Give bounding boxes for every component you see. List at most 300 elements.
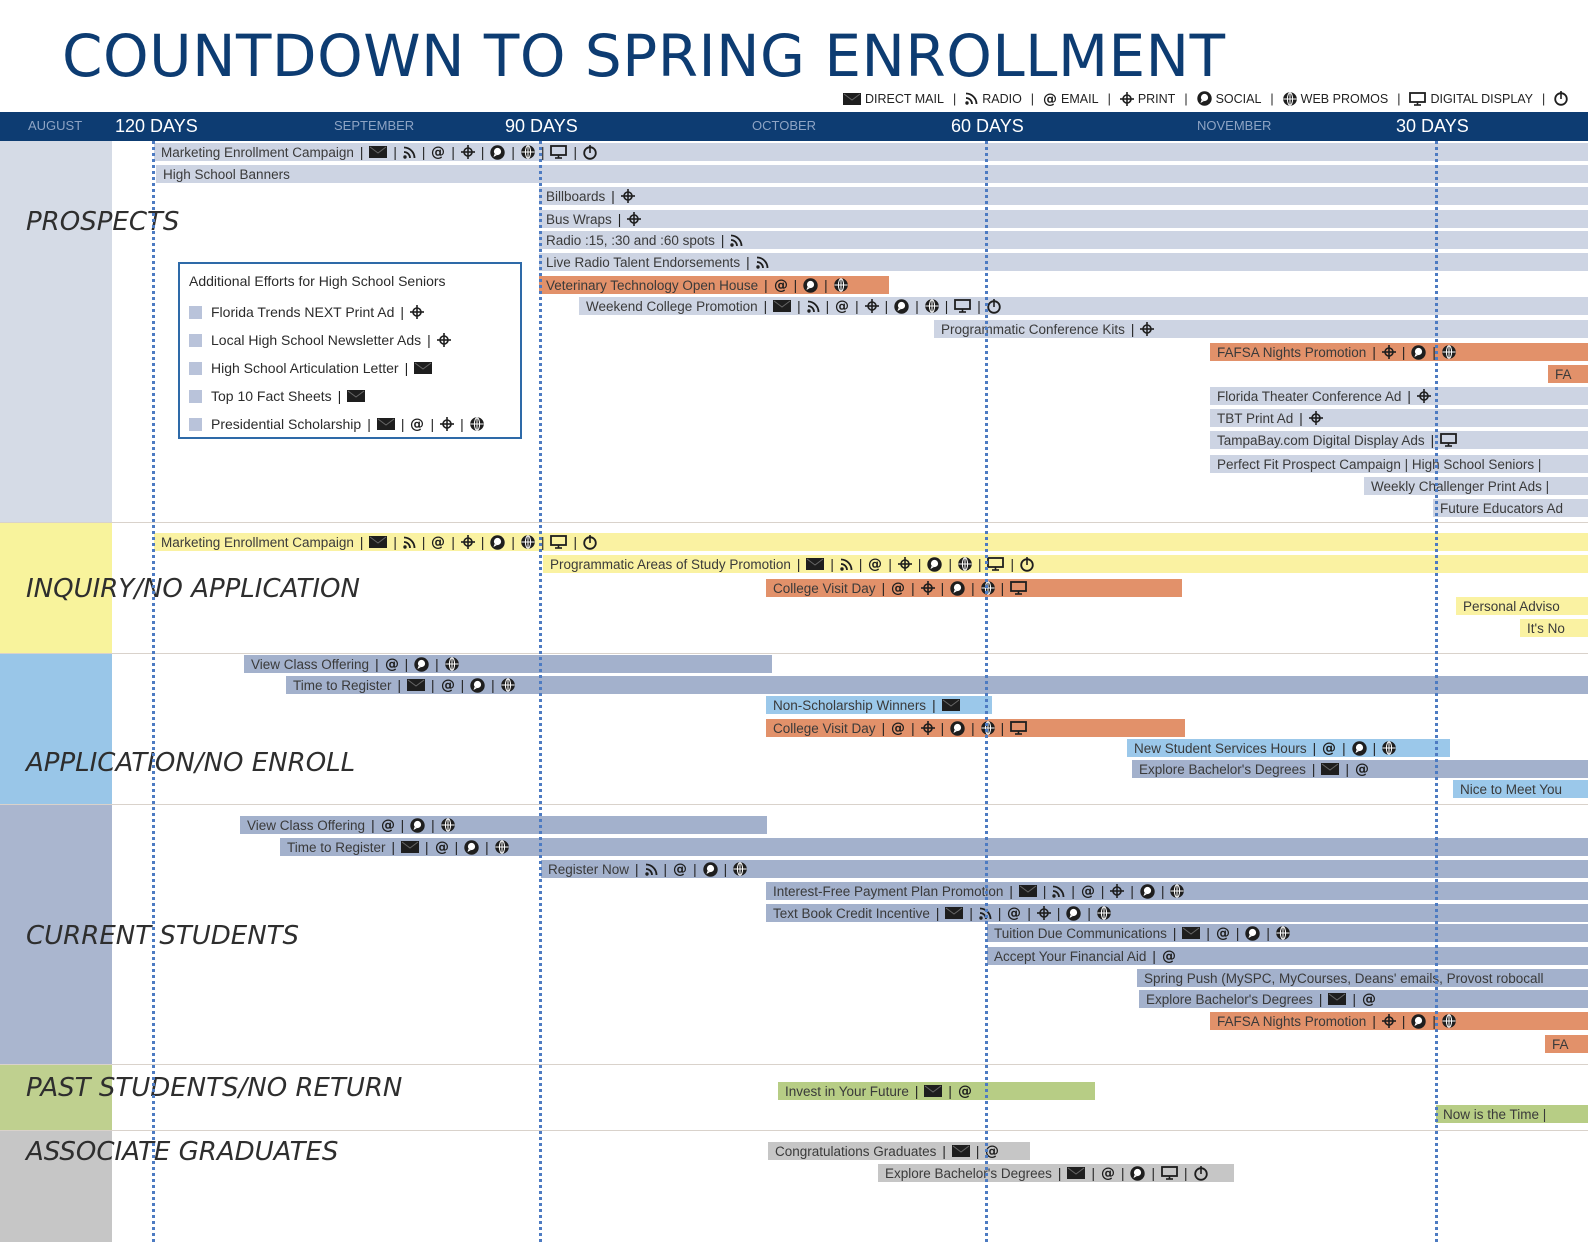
email-icon: [410, 417, 424, 431]
campaign-bar: [766, 696, 992, 714]
section-bg-prospects: [0, 141, 112, 522]
month-october: OCTOBER: [752, 118, 817, 133]
campaign-bar: [1132, 760, 1588, 778]
icon-separator: |: [1183, 1165, 1188, 1181]
campaign-bar: [286, 676, 1588, 694]
icon-separator: |: [1057, 1165, 1062, 1181]
legend-separator: |: [1542, 91, 1546, 106]
mail-icon: [1067, 1167, 1085, 1179]
icon-separator: |: [337, 388, 342, 404]
svg-text:@: @: [1361, 992, 1376, 1006]
campaign-bar: [244, 655, 772, 673]
email-icon: [1216, 926, 1230, 940]
mail-icon: [773, 300, 791, 312]
svg-text:@: @: [380, 818, 395, 832]
campaign-bar: [766, 719, 1185, 737]
icon-separator: |: [375, 656, 379, 672]
legend-separator: |: [1184, 91, 1188, 106]
svg-text:@: @: [868, 557, 883, 571]
campaign-label: Text Book Credit Incentive: [773, 905, 930, 921]
campaign-label: Explore Bachelor's Degrees: [1146, 991, 1313, 1007]
bullet-square: [189, 390, 202, 403]
icon-separator: |: [1432, 1013, 1436, 1029]
globe-icon: [441, 818, 455, 832]
print-icon: [461, 535, 475, 549]
icon-separator: |: [573, 144, 577, 160]
globe-icon: [1442, 345, 1456, 359]
globe-icon: [733, 862, 747, 876]
radio-icon: [645, 863, 658, 876]
icon-separator: |: [1342, 740, 1346, 756]
icon-separator: |: [971, 720, 975, 736]
legend-item: [1197, 91, 1262, 106]
icon-separator: |: [915, 298, 919, 314]
bullet-square: [189, 334, 202, 347]
globe-icon: [958, 557, 972, 571]
print-icon: [1417, 389, 1431, 403]
globe-icon: [470, 417, 484, 431]
email-icon: [381, 818, 395, 832]
icon-separator: |: [1345, 761, 1349, 777]
month-august: AUGUST: [28, 118, 83, 133]
print-icon: [1382, 345, 1396, 359]
campaign-label: Perfect Fit Prospect Campaign | High School Seniors |: [1217, 456, 1542, 472]
campaign-label: View Class Offering: [247, 817, 366, 833]
email-icon: [1101, 1166, 1115, 1180]
email-icon: [1162, 949, 1176, 963]
icon-separator: |: [1000, 720, 1005, 736]
icon-separator: |: [977, 556, 982, 572]
icon-separator: |: [1042, 883, 1047, 899]
mail-icon: [1328, 993, 1346, 1005]
email-icon: [835, 299, 849, 313]
clock-icon: [583, 535, 597, 550]
campaign-bar: [766, 882, 1588, 900]
campaign-bar: [1436, 1105, 1588, 1123]
campaign-bar: [1210, 387, 1588, 405]
campaign-bar: [240, 816, 767, 834]
campaign-bar: [1210, 1012, 1588, 1030]
globe-icon: [1097, 906, 1111, 920]
icon-separator: |: [793, 277, 798, 293]
icon-separator: |: [430, 416, 435, 432]
icon-separator: |: [663, 861, 668, 877]
campaign-label: Marketing Enrollment Campaign: [161, 534, 354, 550]
campaign-bar: [539, 187, 1588, 205]
icon-separator: |: [1100, 883, 1105, 899]
icon-separator: |: [764, 277, 768, 293]
icon-separator: |: [400, 416, 405, 432]
legend-label: EMAIL: [1061, 91, 1099, 106]
icon-separator: |: [911, 580, 915, 596]
svg-text:@: @: [431, 145, 446, 159]
campaign-label: FA: [1555, 366, 1572, 382]
icon-separator: |: [723, 861, 728, 877]
month-september: SEPTEMBER: [334, 118, 415, 133]
print-icon: [898, 557, 912, 571]
icon-separator: |: [404, 360, 409, 376]
campaign-bar: [1453, 780, 1588, 798]
callout-item: [189, 332, 451, 348]
icon-separator: |: [1056, 905, 1061, 921]
svg-text:@: @: [410, 417, 425, 431]
icon-separator: |: [400, 304, 405, 320]
clock-icon: [1020, 557, 1034, 572]
campaign-label: Congratulations Graduates: [775, 1143, 937, 1159]
globe-icon: [834, 278, 848, 292]
legend-item: [1409, 92, 1533, 106]
icon-separator: |: [1299, 410, 1303, 426]
bullet-square: [189, 418, 202, 431]
print-icon: [440, 417, 454, 431]
campaign-bar: [766, 904, 1588, 922]
radio-icon: [1052, 885, 1065, 898]
campaign-label: Weekly Challenger Print Ads |: [1371, 478, 1550, 494]
icon-separator: |: [830, 556, 834, 572]
social-icon: [803, 278, 818, 293]
marker-30-days: [1435, 141, 1438, 1242]
icon-separator: |: [940, 720, 945, 736]
social-icon: [1197, 91, 1212, 106]
icon-separator: |: [635, 861, 639, 877]
campaign-bar: [1210, 431, 1588, 449]
mail-icon: [806, 558, 824, 570]
icon-separator: |: [1311, 761, 1316, 777]
icon-separator: |: [911, 720, 915, 736]
svg-text:@: @: [1354, 762, 1369, 776]
campaign-label: College Visit Day: [773, 580, 876, 596]
campaign-label: FA: [1552, 1036, 1569, 1052]
section-divider: [0, 1130, 1588, 1131]
icon-separator: |: [435, 656, 439, 672]
icon-separator: |: [948, 1083, 952, 1099]
campaign-bar: [878, 1164, 1234, 1182]
clock-icon: [987, 299, 1001, 314]
globe-icon: [521, 145, 535, 159]
icon-separator: |: [421, 144, 426, 160]
section-label-graduates: ASSOCIATE GRADUATES: [26, 1137, 339, 1167]
globe-icon: [1170, 884, 1184, 898]
legend-label: DIRECT MAIL: [865, 91, 944, 106]
icon-separator: |: [969, 905, 973, 921]
social-icon: [1411, 345, 1426, 360]
callout-item-label: Florida Trends NEXT Print Ad: [211, 304, 395, 320]
icon-separator: |: [427, 332, 431, 348]
campaign-label: FAFSA Nights Promotion: [1217, 1013, 1367, 1029]
campaign-bar: [1433, 499, 1588, 517]
icon-separator: |: [971, 580, 975, 596]
svg-text:@: @: [957, 1084, 972, 1098]
monitor-icon: [1440, 433, 1457, 447]
legend-item: [843, 92, 944, 106]
icon-separator: |: [404, 656, 409, 672]
email-icon: [891, 721, 905, 735]
print-icon: [921, 581, 935, 595]
svg-text:@: @: [431, 535, 446, 549]
print-icon: [461, 145, 475, 159]
icon-separator: |: [371, 817, 375, 833]
bullet-square: [189, 362, 202, 375]
days-90: 90 DAYS: [505, 116, 578, 136]
icon-separator: |: [693, 861, 697, 877]
icon-separator: |: [1372, 740, 1377, 756]
icon-separator: |: [1372, 344, 1376, 360]
campaign-label: Radio :15, :30 and :60 spots: [546, 232, 715, 248]
campaign-bar: [154, 143, 1588, 161]
email-icon: [385, 657, 399, 671]
icon-separator: |: [1430, 432, 1435, 448]
email-icon: [1362, 992, 1376, 1006]
icon-separator: |: [485, 839, 489, 855]
globe-icon: [1442, 1014, 1456, 1028]
icon-separator: |: [824, 277, 828, 293]
icon-separator: |: [359, 534, 364, 550]
callout-item-label: Presidential Scholarship: [211, 416, 362, 432]
icon-separator: |: [540, 534, 545, 550]
icon-separator: |: [511, 144, 515, 160]
globe-icon: [501, 678, 515, 692]
icon-separator: |: [460, 416, 464, 432]
campaign-bar: [1210, 409, 1588, 427]
callout-item: [189, 304, 424, 320]
section-label-current: CURRENT STUDENTS: [26, 921, 300, 951]
print-icon: [1309, 411, 1323, 425]
svg-text:@: @: [1080, 884, 1095, 898]
icon-separator: |: [1372, 1013, 1376, 1029]
icon-separator: |: [1152, 948, 1156, 964]
svg-text:@: @: [1322, 741, 1337, 755]
campaign-label: Marketing Enrollment Campaign: [161, 144, 354, 160]
campaign-bar: [768, 1142, 1030, 1160]
email-icon: [673, 862, 687, 876]
email-icon: [431, 145, 445, 159]
icon-separator: |: [932, 697, 936, 713]
social-icon: [950, 581, 965, 596]
section-divider: [0, 1064, 1588, 1065]
mail-icon: [347, 390, 365, 402]
legend-label: RADIO: [982, 91, 1022, 106]
icon-separator: |: [397, 677, 402, 693]
print-icon: [1110, 884, 1124, 898]
campaign-label: TBT Print Ad: [1217, 410, 1294, 426]
icon-separator: |: [881, 720, 886, 736]
icon-separator: |: [1407, 388, 1411, 404]
svg-text:@: @: [985, 1144, 1000, 1158]
icon-separator: |: [393, 534, 397, 550]
icon-separator: |: [1235, 925, 1240, 941]
email-icon: [435, 840, 449, 854]
icon-separator: |: [942, 1143, 946, 1159]
campaign-label: Explore Bachelor's Degrees: [885, 1165, 1052, 1181]
campaign-label: Weekend College Promotion: [586, 298, 758, 314]
svg-text:@: @: [773, 278, 788, 292]
radio-icon: [756, 256, 769, 269]
icon-separator: |: [1151, 1165, 1155, 1181]
icon-separator: |: [1312, 740, 1317, 756]
legend-item: [1283, 92, 1389, 106]
icon-separator: |: [431, 677, 435, 693]
social-icon: [1352, 741, 1367, 756]
icon-separator: |: [421, 534, 426, 550]
campaign-bar: [539, 276, 889, 294]
radio-icon: [807, 300, 820, 313]
mail-icon: [369, 146, 387, 158]
email-icon: [1007, 906, 1021, 920]
print-icon: [921, 721, 935, 735]
campaign-bar: [539, 210, 1588, 228]
campaign-label: View Class Offering: [251, 656, 370, 672]
radio-icon: [730, 234, 743, 247]
campaign-bar: [934, 320, 1588, 338]
campaign-bar: [1456, 597, 1588, 615]
svg-text:@: @: [1043, 91, 1058, 106]
svg-text:@: @: [835, 299, 850, 313]
icon-separator: |: [940, 580, 945, 596]
print-icon: [437, 333, 451, 347]
icon-separator: |: [611, 188, 615, 204]
icon-separator: |: [359, 144, 364, 160]
section-divider: [0, 653, 1588, 654]
campaign-label: Tuition Due Communications: [994, 925, 1167, 941]
campaign-label: Register Now: [548, 861, 630, 877]
icon-separator: |: [1130, 883, 1134, 899]
legend-separator: |: [1397, 91, 1401, 106]
svg-text:@: @: [1100, 1166, 1115, 1180]
legend-item: [1554, 91, 1568, 106]
icon-separator: |: [1432, 344, 1436, 360]
icon-separator: |: [617, 211, 622, 227]
icon-separator: |: [480, 534, 485, 550]
campaign-bar: [539, 231, 1588, 249]
campaign-bar: [1364, 477, 1588, 495]
svg-text:@: @: [891, 581, 906, 595]
campaign-bar: [539, 253, 1588, 271]
icon-separator: |: [1318, 991, 1323, 1007]
globe-icon: [1276, 926, 1290, 940]
social-icon: [1411, 1014, 1426, 1029]
campaign-bar: [1545, 1035, 1588, 1053]
radio-icon: [403, 146, 416, 159]
icon-separator: |: [367, 416, 371, 432]
icon-separator: |: [917, 556, 922, 572]
email-icon: [1081, 884, 1095, 898]
icon-separator: |: [796, 556, 801, 572]
media-legend: [843, 91, 1568, 106]
mail-icon: [377, 418, 395, 430]
legend-separator: |: [1107, 91, 1111, 106]
radio-icon: [403, 536, 416, 549]
campaign-label: Florida Theater Conference Ad: [1217, 388, 1402, 404]
campaign-label: Invest in Your Future: [785, 1083, 909, 1099]
campaign-label: Non-Scholarship Winners: [773, 697, 927, 713]
icon-separator: |: [391, 839, 396, 855]
icon-separator: |: [858, 556, 863, 572]
social-icon: [927, 557, 942, 572]
mail-icon: [945, 907, 963, 919]
bullet-square: [189, 306, 202, 319]
icon-separator: |: [1000, 580, 1005, 596]
monitor-icon: [987, 557, 1004, 571]
icon-separator: |: [1206, 925, 1210, 941]
campaign-bar: [1139, 990, 1588, 1008]
timeline-header: [0, 112, 1588, 141]
social-icon: [410, 818, 425, 833]
section-label-application: APPLICATION/NO ENROLL: [26, 748, 356, 778]
email-icon: [774, 278, 788, 292]
mail-icon: [952, 1145, 970, 1157]
monitor-icon: [954, 299, 971, 313]
campaign-bar: [1548, 365, 1588, 383]
icon-separator: |: [914, 1083, 919, 1099]
social-icon: [1066, 906, 1081, 921]
icon-separator: |: [763, 298, 768, 314]
globe-icon: [495, 840, 509, 854]
social-icon: [464, 840, 479, 855]
icon-separator: |: [1172, 925, 1177, 941]
email-icon: [958, 1084, 972, 1098]
campaign-label: High School Banners: [163, 166, 290, 182]
campaign-bar: [1210, 455, 1588, 473]
campaign-label: Future Educators Ad: [1440, 500, 1564, 516]
icon-separator: |: [400, 817, 405, 833]
monitor-icon: [1161, 1166, 1178, 1180]
icon-separator: |: [1087, 905, 1091, 921]
social-icon: [894, 299, 909, 314]
mail-icon: [1182, 927, 1200, 939]
monitor-icon: [1409, 92, 1426, 106]
campaign-bar: [987, 947, 1588, 965]
icon-separator: |: [888, 556, 892, 572]
mail-icon: [369, 536, 387, 548]
svg-text:@: @: [440, 678, 455, 692]
icon-separator: |: [1160, 883, 1165, 899]
mail-icon: [843, 93, 861, 105]
monitor-icon: [1010, 721, 1027, 735]
icon-separator: |: [720, 232, 725, 248]
print-icon: [621, 189, 635, 203]
icon-separator: |: [975, 1143, 980, 1159]
icon-separator: |: [797, 298, 801, 314]
icon-separator: |: [431, 817, 435, 833]
legend-item: [1120, 92, 1176, 106]
legend-item: [1043, 92, 1099, 106]
icon-separator: |: [480, 144, 485, 160]
email-icon: [441, 678, 455, 692]
social-icon: [490, 145, 505, 160]
mail-icon: [1321, 763, 1339, 775]
icon-separator: |: [884, 298, 889, 314]
print-icon: [627, 212, 641, 226]
campaign-label: Time to Register: [293, 677, 392, 693]
email-icon: [1043, 92, 1057, 106]
mail-icon: [401, 841, 419, 853]
campaign-label: Billboards: [546, 188, 606, 204]
icon-separator: |: [1401, 1013, 1406, 1029]
svg-text:@: @: [673, 862, 688, 876]
radio-icon: [840, 558, 853, 571]
campaign-bar: [766, 579, 1182, 597]
section-label-past: PAST STUDENTS/NO RETURN: [26, 1073, 403, 1103]
email-icon: [891, 581, 905, 595]
social-icon: [490, 535, 505, 550]
icon-separator: |: [881, 580, 886, 596]
icon-separator: |: [460, 677, 465, 693]
campaign-bar: [280, 838, 1588, 856]
campaign-label: Veterinary Technology Open House: [546, 277, 759, 293]
globe-icon: [445, 657, 459, 671]
campaign-label: Bus Wraps: [546, 211, 612, 227]
marker-90-days: [539, 141, 542, 1242]
